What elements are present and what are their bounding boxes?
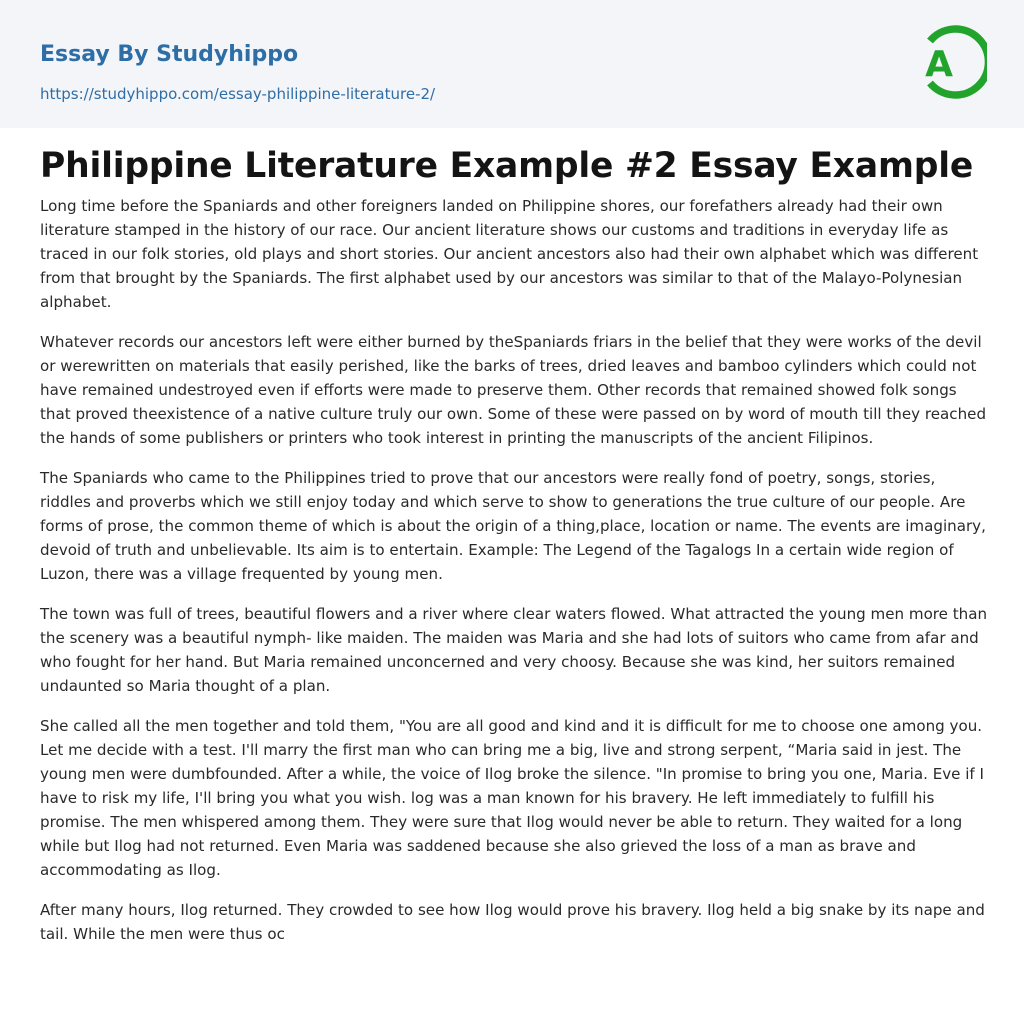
site-header <box>0 0 1024 128</box>
logo-letter: A <box>925 44 953 85</box>
essay-paragraph: The Spaniards who came to the Philippines tried to prove that our ancestors were really fond of poetry, songs, stories, riddles and proverbs which we still enjoy today and which serve to show to generations the true culture of our people. Are forms of prose, the common theme of which is about the origin of a thing,place, location or name. The events are imaginary, devoid of truth and unbelievable. Its aim is to entertain. Example: The Legend of the Tagalogs In a certain wide region of Luzon, there was a village frequented by young men. <box>40 469 986 583</box>
essay-paragraph: She called all the men together and told them, "You are all good and kind and it is difficult for me to choose one among you. Let me decide with a test. I'll marry the first man who can bring me a big, live and strong serpent, “Maria said in jest. The young men were dumbfounded. After a while, the voice of Ilog broke the silence. "In promise to bring you one, Maria. Eve if I have to risk my life, I'll bring you what you wish. log was a man known for his bravery. He left immediately to fulfill his promise. The men whispered among them. They were sure that Ilog would never be able to return. They waited for a long while but Ilog had not returned. Even Maria was saddened because she also grieved the loss of a man as brave and accommodating as Ilog. <box>40 717 984 879</box>
essay-body <box>40 194 988 962</box>
essay-paragraph: The town was full of trees, beautiful flowers and a river where clear waters flowed. What attracted the young men more than the scenery was a beautiful nymph- like maiden. The maiden was Maria and she had lots of suitors who came from afar and who fought for her hand. But Maria remained unconcerned and very choosy. Because she was kind, her suitors remained undaunted so Maria thought of a plan. <box>40 605 988 695</box>
page-title: Philippine Literature Example #2 Essay Example <box>40 146 974 186</box>
studyhippo-logo-icon <box>911 18 987 106</box>
site-brand[interactable]: Essay By Studyhippo <box>40 42 299 67</box>
essay-paragraph: Long time before the Spaniards and other foreigners landed on Philippine shores, our forefathers already had their own literature stamped in the history of our race. Our ancient literature shows our customs and traditions in everyday life as traced in our folk stories, old plays and short stories. Our ancient ancestors also had their own alphabet which was different from that brought by the Spaniards. The first alphabet used by our ancestors was similar to that of the Malayo-Polynesian alphabet. <box>40 197 979 311</box>
source-url-link[interactable]: https://studyhippo.com/essay-philippine-literature-2/ <box>40 85 436 103</box>
essay-paragraph: Whatever records our ancestors left were either burned by theSpaniards friars in the belief that they were works of the devil or werewritten on materials that easily perished, like the barks of trees, dried leaves and bamboo cylinders which could not have remained undestroyed even if efforts were made to preserve them. Other records that remained showed folk songs that proved theexistence of a native culture truly our own. Some of these were passed on by word of mouth till they reached the hands of some publishers or printers who took interest in printing the manuscripts of the ancient Filipinos. <box>40 333 987 447</box>
essay-paragraph: After many hours, Ilog returned. They crowded to see how Ilog would prove his bravery. Ilog held a big snake by its nape and tail. While the men were thus oc <box>40 901 985 943</box>
